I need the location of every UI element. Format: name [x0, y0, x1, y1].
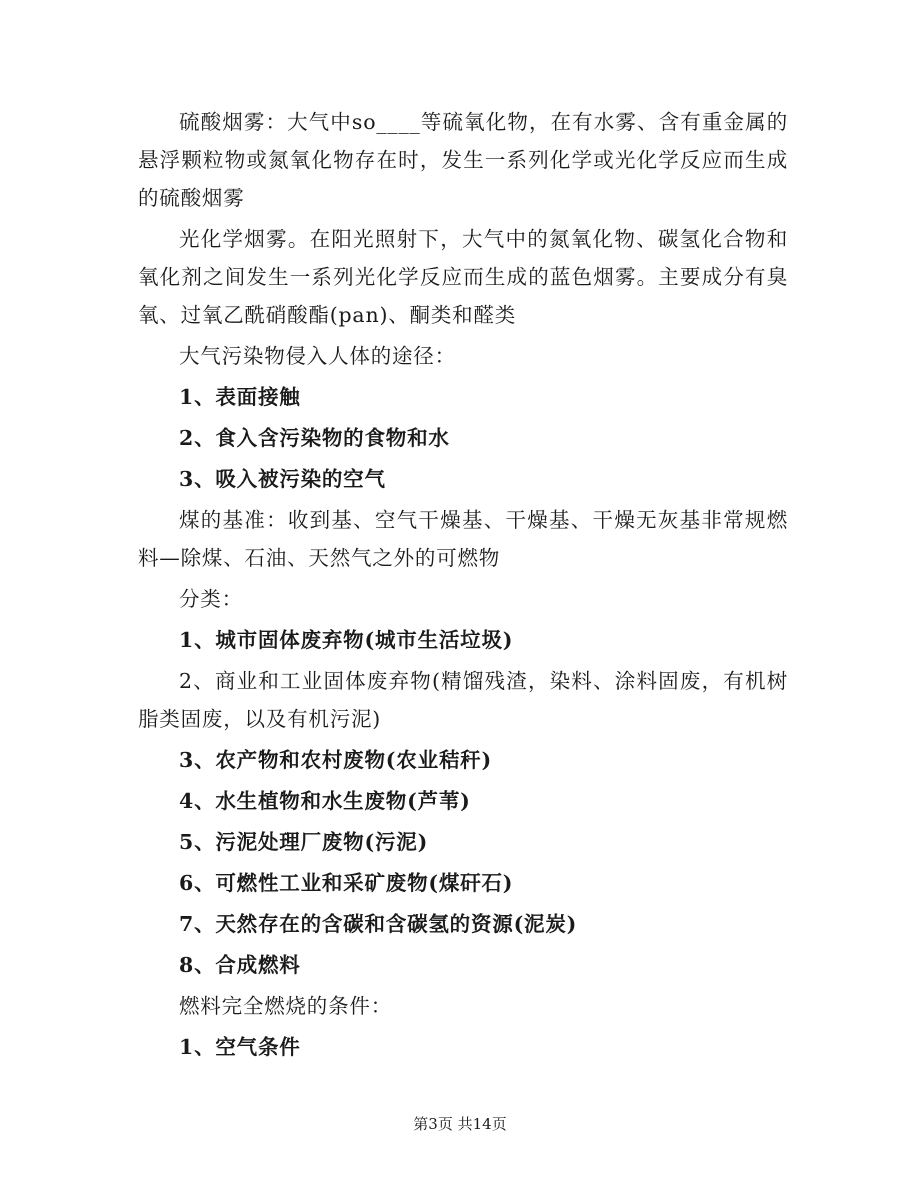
list-item: 1、城市固体废弃物(城市生活垃圾) [179, 628, 514, 652]
list-item: 3、吸入被污染的空气 [179, 467, 386, 491]
list-item: 2、商业和工业固体废弃物(精馏残渣，染料、涂料固废，有机树脂类固废，以及有机污泥) [138, 669, 788, 731]
paragraph-exposure-routes-heading: 大气污染物侵入人体的途径： [179, 344, 456, 368]
list-item: 1、空气条件 [179, 1035, 301, 1059]
list-item: 8、合成燃料 [179, 953, 301, 977]
list-item: 3、农产物和农村废物(农业秸秆) [179, 748, 492, 772]
list-item: 4、水生植物和水生废物(芦苇) [179, 789, 471, 813]
list-item: 6、可燃性工业和采矿废物(煤矸石) [179, 871, 514, 895]
paragraph-sulfuric-smog: 硫酸烟雾：大气中so____等硫氧化物，在有水雾、含有重金属的悬浮颗粒物或氮氧化物存在时，发生一系列化学或光化学反应而生成的硫酸烟雾 [138, 110, 788, 210]
list-item: 1、表面接触 [179, 385, 301, 409]
paragraph-classification-heading: 分类： [179, 587, 243, 611]
list-item: 2、食入含污染物的食物和水 [179, 426, 450, 450]
paragraph-coal-basis: 煤的基准：收到基、空气干燥基、干燥基、干燥无灰基非常规燃料—除煤、石油、天然气之外的可燃物 [138, 508, 788, 570]
list-item: 7、天然存在的含碳和含碳氢的资源(泥炭) [179, 912, 578, 936]
paragraph-photochemical-smog: 光化学烟雾。在阳光照射下，大气中的氮氧化物、碳氢化合物和氧化剂之间发生一系列光化学反应而生成的蓝色烟雾。主要成分有臭氧、过氧乙酰硝酸酯(pan)、酮类和醛类 [138, 227, 788, 327]
page-number: 第3页 共14页 [413, 1115, 507, 1133]
paragraph-complete-combustion-heading: 燃料完全燃烧的条件： [179, 994, 392, 1018]
document-body [138, 103, 788, 1069]
list-item: 5、污泥处理厂废物(污泥) [179, 830, 429, 854]
